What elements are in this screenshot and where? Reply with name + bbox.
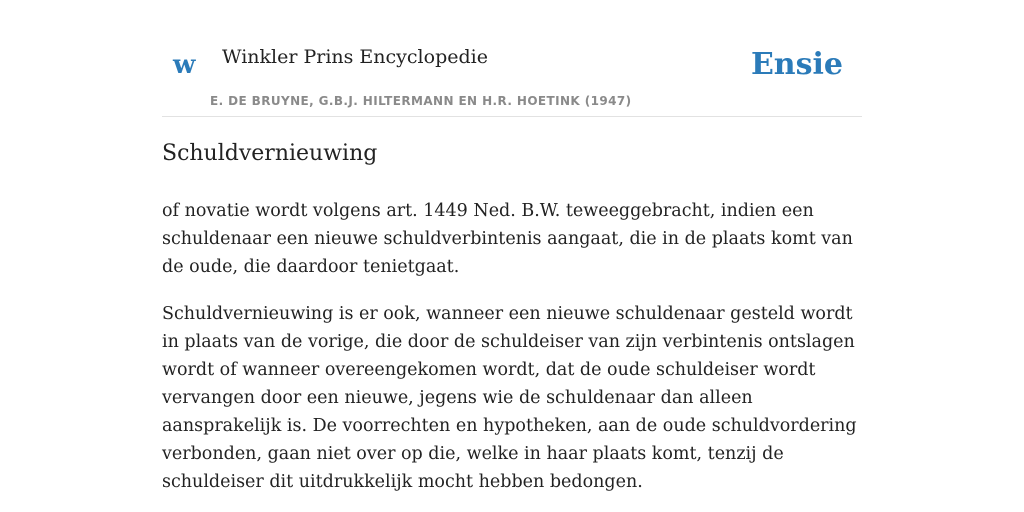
encyclopedia-logo[interactable]: w [173, 50, 196, 80]
header [162, 0, 862, 117]
authors-line: E. DE BRUYNE, G.B.J. HILTERMANN EN H.R. HOETINK (1947) [210, 94, 632, 108]
article-paragraph: Schuldvernieuwing is er ook, wanneer een nieuwe schuldenaar gesteld wordt in plaats van de vorige, die door de schuldeiser van zijn verbintenis ontslagen wordt of wanneer overeengekomen wordt, dat de oude schuldeiser wordt vervangen door een nieuwe, jegens wie de schuldenaar dan alleen aansprakelijk is. De voorrechten en hypotheken, aan de oude schuldvordering verbonden, gaan niet over op die, welke in haar plaats komt, tenzij de schuldeiser dit uitdrukkelijk mocht hebben bedongen. [162, 304, 857, 492]
ensie-logo[interactable]: Ensie [750, 47, 843, 82]
article-paragraph: of novatie wordt volgens art. 1449 Ned. B.W. teweeggebracht, indien een schuldenaar een nieuwe schuldverbintenis aangaat, die in de plaats komt van de oude, die daardoor tenietgaat. [162, 201, 853, 277]
publication-title[interactable]: Winkler Prins Encyclopedie [222, 46, 488, 68]
article [162, 136, 862, 512]
article-title: Schuldvernieuwing [162, 141, 378, 166]
